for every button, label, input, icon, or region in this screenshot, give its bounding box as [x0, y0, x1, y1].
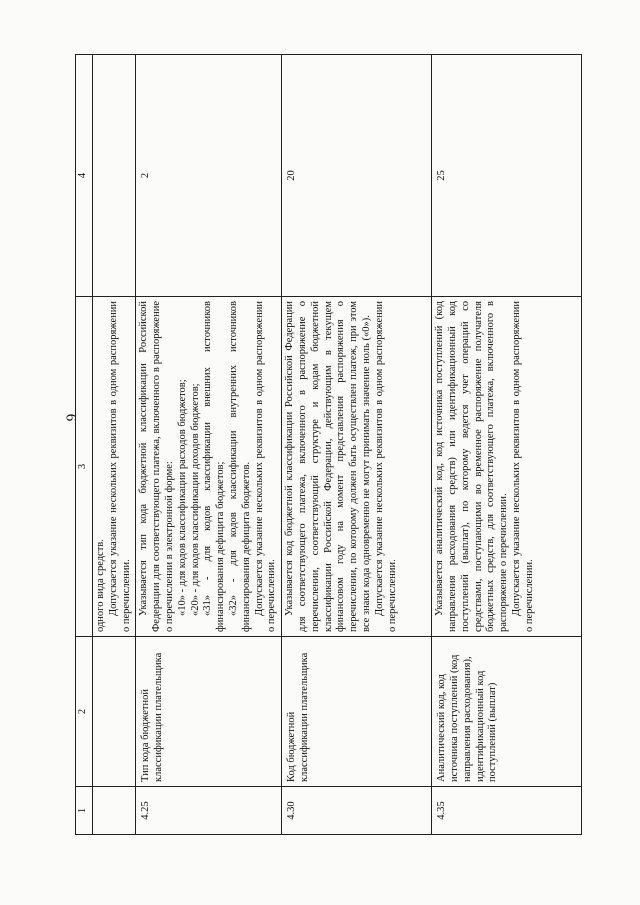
row-requisite-name: Код бюджетной классификации плательщика [282, 637, 432, 787]
header-col-2: 2 [76, 637, 93, 787]
header-col-1: 1 [76, 787, 93, 835]
description-paragraph: «31» - для кодов классификации внешних источников финансирования дефицита бюджетов; [202, 301, 227, 632]
page-number: 6 [62, 413, 79, 422]
row-requisite-name: Тип кода бюджетной классификации плательщика [136, 637, 282, 787]
row-code: 4.30 [282, 787, 432, 835]
description-paragraph: «10» - для кодов классификации расходов бюджетов; [176, 379, 188, 616]
row-length: 2 [136, 55, 282, 297]
table-row [432, 55, 582, 835]
description-paragraph: одного вида средств. [95, 539, 106, 632]
rotated-table-container [75, 55, 565, 835]
row-description [93, 297, 136, 637]
description-paragraph: Допускается указание нескольких реквизитов в одном распоряжении о перечислении. [373, 301, 398, 632]
row-description [432, 297, 582, 637]
row-length: 25 [432, 55, 582, 297]
row-length [93, 55, 136, 297]
description-paragraph: «20» - для кодов классификации доходов бюджетов; [189, 383, 201, 616]
header-col-3: 3 [76, 297, 93, 637]
row-requisite-name [93, 637, 136, 787]
row-requisite-name: Аналитический код, код источника поступлений (код направления расходования), идентификационный код поступлений (выплат) [432, 637, 582, 787]
table-row [136, 55, 282, 835]
description-paragraph: Допускается указание нескольких реквизитов в одном распоряжении о перечислении. [253, 301, 278, 632]
table-row [282, 55, 432, 835]
requisites-table [75, 54, 582, 835]
row-length: 20 [282, 55, 432, 297]
description-paragraph: Указывается аналитический код, код источника поступлений (код направления расходования средств) или идентификационный код поступлений (выплат), по которому ведется учет операций со средствами, поступающими во временное распоряжение получателя бюджетных средств, для соответствующего платежа, включенного в распоряжение о перечислении. [434, 301, 510, 632]
header-row [76, 55, 93, 835]
header-col-4: 4 [76, 55, 93, 297]
description-paragraph: «32» - для кодов классификации внутренних источников финансирования дефицита бюджетов. [227, 301, 252, 632]
description-paragraph: Допускается указание нескольких реквизитов в одном распоряжении о перечислении. [510, 301, 535, 632]
table-row [93, 55, 136, 835]
row-code: 4.25 [136, 787, 282, 835]
row-code: 4.35 [432, 787, 582, 835]
row-description [136, 297, 282, 637]
description-paragraph: Допускается указание нескольких реквизитов в одном распоряжении о перечислении. [107, 301, 132, 632]
description-paragraph: Указывается код бюджетной классификации Российской Федерации для соответствующего платежа, включенного в распоряжение о перечислении, соответствующий структуре и кодам бюджетной классификации Российской Федерации, действующим в текущем финансовом году на момент представления распоряжения о перечислении, по которому должен быть осуществлен платеж, при этом все знаки кода одновременно не могут принимать значение ноль («0»). [284, 301, 372, 632]
description-paragraph: Указывается тип кода бюджетной классификации Российской Федерации для соответствующего платежа, включенного в распоряжение о перечислении в электронной форме: [138, 301, 175, 632]
row-code [93, 787, 136, 835]
row-description [282, 297, 432, 637]
